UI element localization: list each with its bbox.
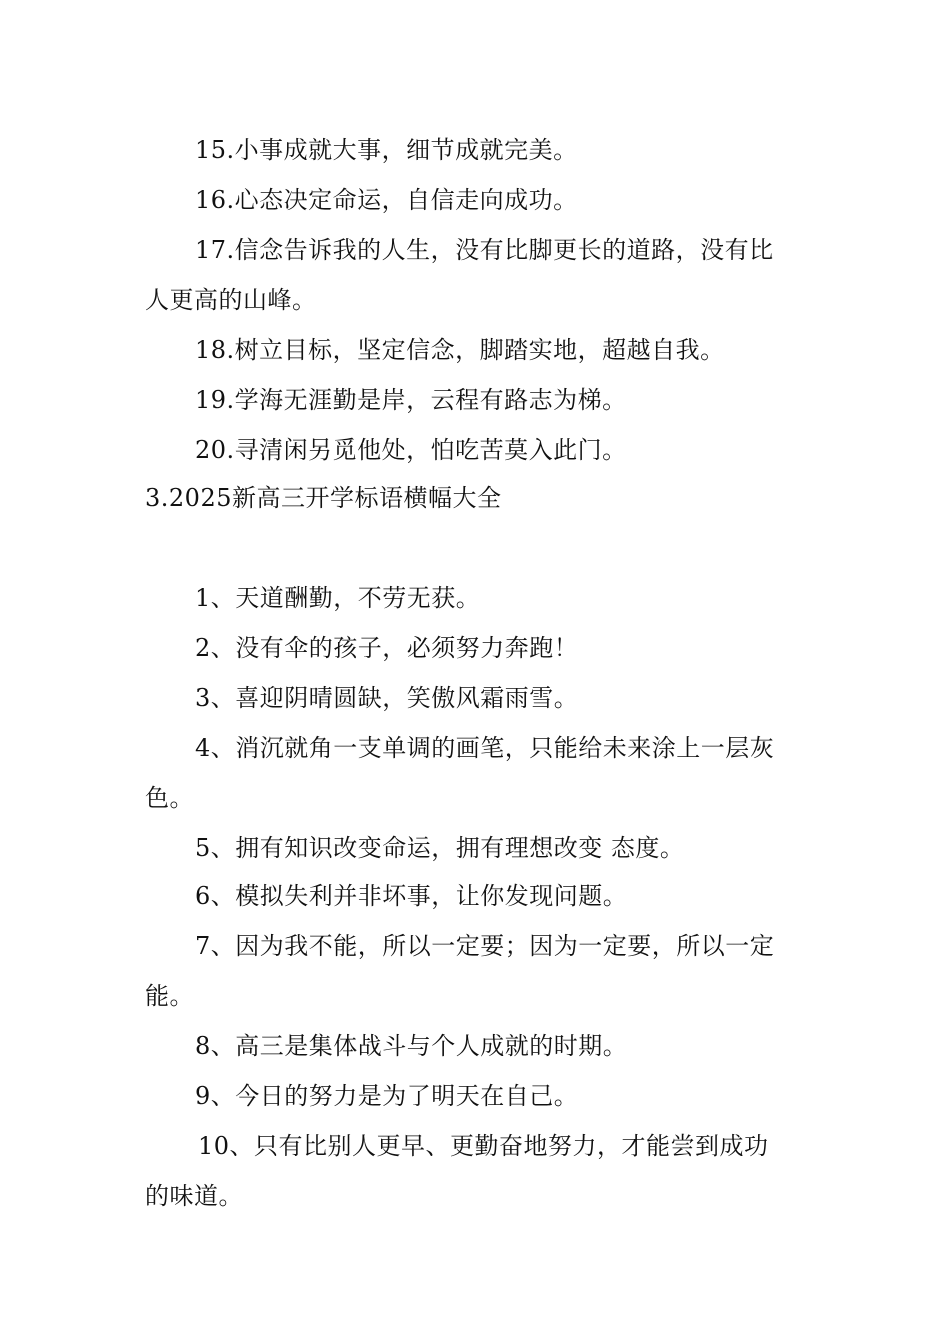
list-item-15: 15.小事成就大事，细节成就完美。 — [195, 136, 578, 164]
list-item-7: 7、因为我不能，所以一定要；因为一定要，所以一定 — [195, 932, 775, 960]
list-item-18: 18.树立目标，坚定信念，脚踏实地，超越自我。 — [195, 336, 725, 364]
list-item-1: 1、天道酬勤，不劳无获。 — [195, 584, 481, 612]
list-item-17-continued: 人更高的山峰。 — [145, 286, 317, 314]
list-item-8: 8、高三是集体战斗与个人成就的时期。 — [195, 1032, 628, 1060]
list-item-16: 16.心态决定命运，自信走向成功。 — [195, 186, 578, 214]
list-item-10-continued: 的味道。 — [145, 1182, 243, 1210]
section-heading: 3.2025新高三开学标语横幅大全 — [145, 484, 502, 512]
list-item-2: 2、没有伞的孩子，必须努力奔跑！ — [195, 634, 579, 662]
list-item-7-continued: 能。 — [145, 982, 194, 1010]
list-item-4: 4、消沉就角一支单调的画笔，只能给未来涂上一层灰 — [195, 734, 775, 762]
list-item-10: 10、只有比别人更早、更勤奋地努力，才能尝到成功 — [198, 1132, 769, 1160]
list-item-4-continued: 色。 — [145, 784, 194, 812]
list-item-9: 9、今日的努力是为了明天在自己。 — [195, 1082, 579, 1110]
list-item-6: 6、模拟失利并非坏事，让你发现问题。 — [195, 882, 628, 910]
list-item-3: 3、喜迎阴晴圆缺，笑傲风霜雨雪。 — [195, 684, 579, 712]
list-item-20: 20.寻清闲另觅他处，怕吃苦莫入此门。 — [195, 436, 627, 464]
list-item-5: 5、拥有知识改变命运，拥有理想改变 态度。 — [195, 834, 685, 862]
list-item-19: 19.学海无涯勤是岸，云程有路志为梯。 — [195, 386, 627, 414]
list-item-17: 17.信念告诉我的人生，没有比脚更长的道路，没有比 — [195, 236, 774, 264]
